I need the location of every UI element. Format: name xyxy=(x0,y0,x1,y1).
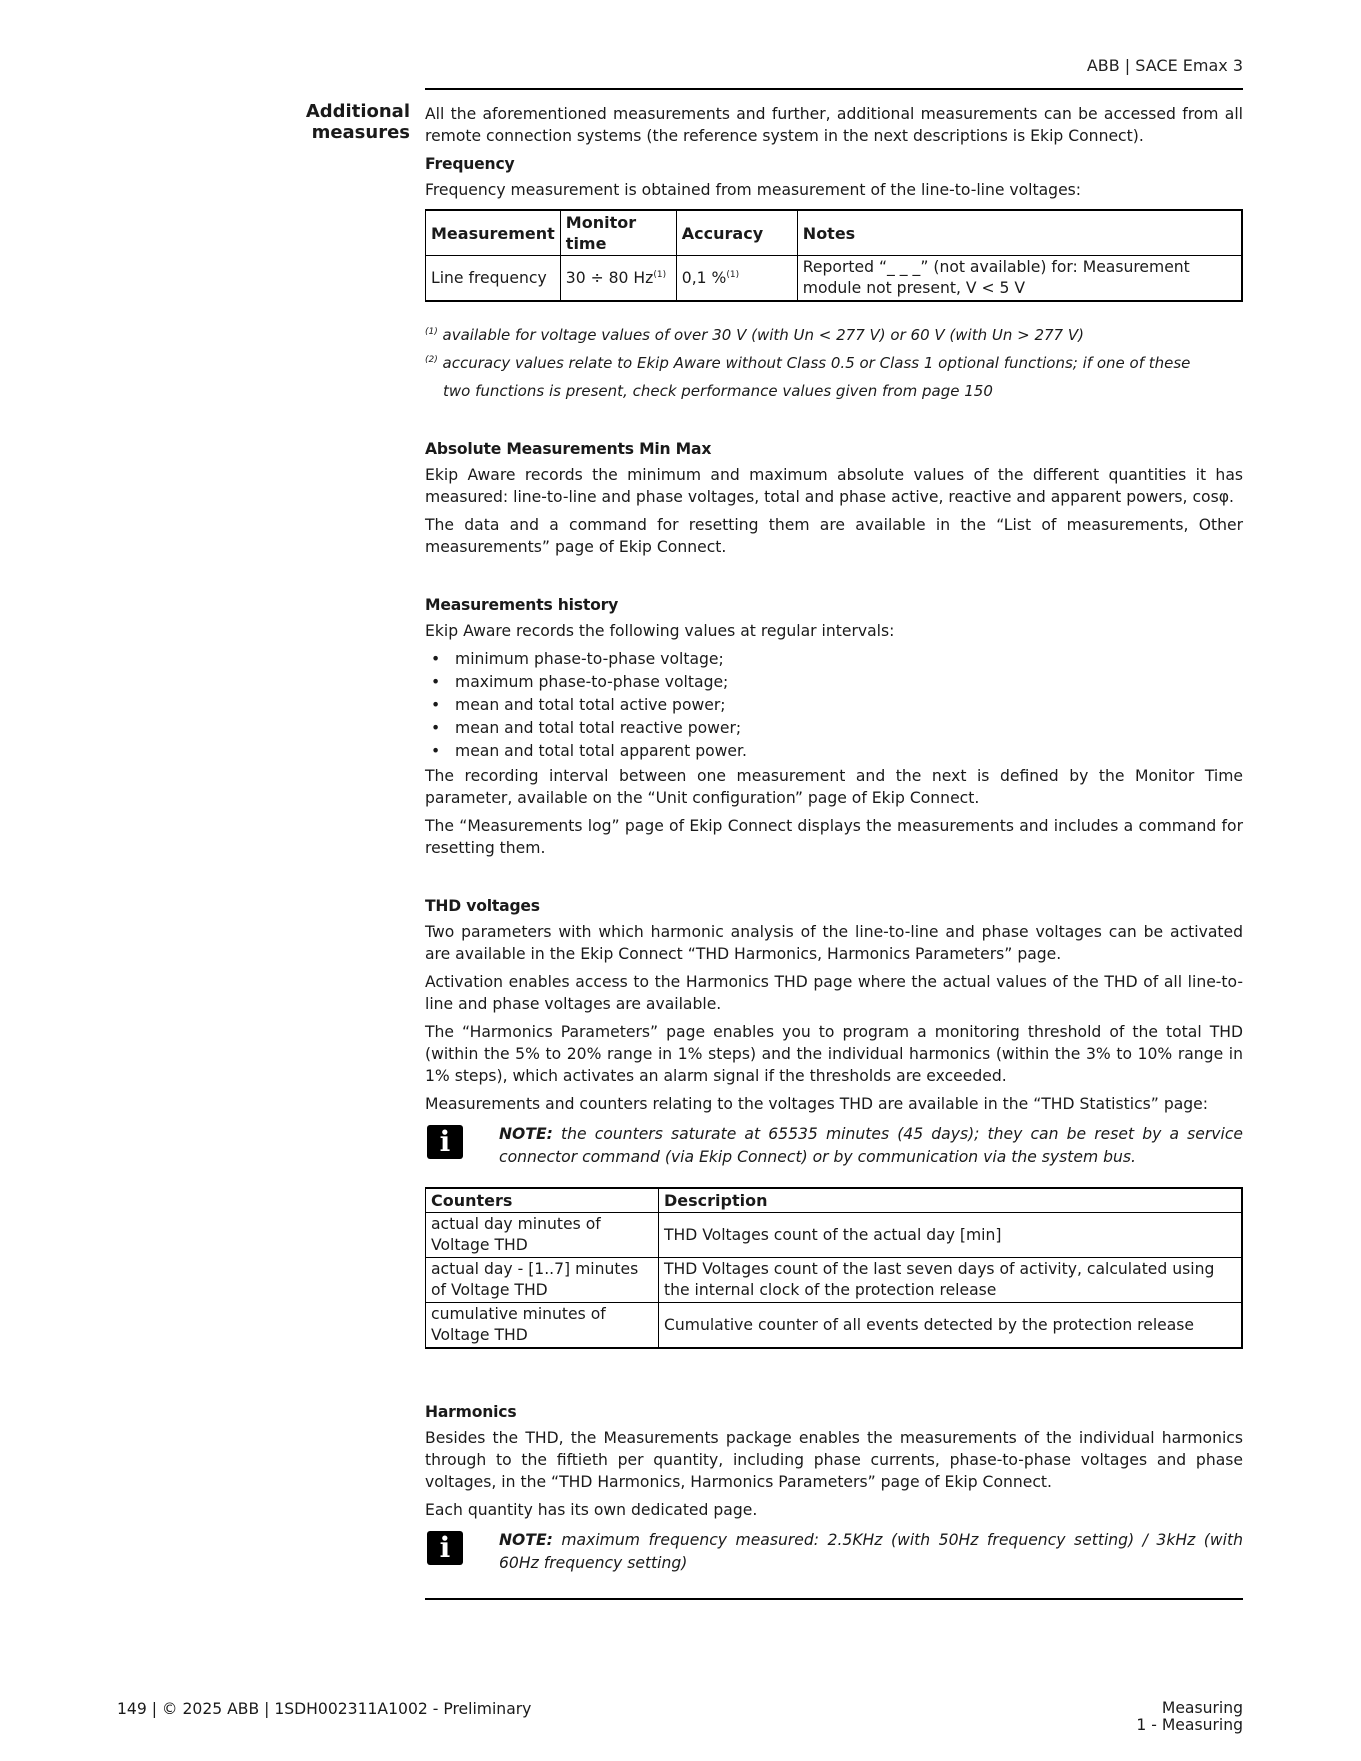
cell-counter: actual day - [1..7] minutes of Voltage THD xyxy=(426,1258,659,1303)
thd-counters-table xyxy=(425,1187,1243,1349)
table-header-row xyxy=(426,210,1243,256)
frequency-text: Frequency measurement is obtained from measurement of the line-to-line voltages: xyxy=(425,181,1082,199)
col-counters: Counters xyxy=(426,1188,659,1213)
thd-p1: Two parameters with which harmonic analysis of the line-to-line and phase voltages can be activated are available in the Ekip Connect “THD Harmonics, Harmonics Parameters” page. xyxy=(425,923,1243,963)
col-description: Description xyxy=(659,1188,1243,1213)
cell-monitor-time: 30 ÷ 80 Hz$^{(1)}$ xyxy=(560,256,676,302)
section-title: Additional measures xyxy=(305,101,410,143)
list-item: • mean and total total apparent power. xyxy=(431,742,747,760)
list-item: • maximum phase-to-phase voltage; xyxy=(431,673,729,691)
table-row xyxy=(426,1303,1243,1349)
info-icon: i xyxy=(427,1125,463,1159)
footer-subchapter: 1 - Measuring xyxy=(1136,1716,1243,1734)
history-list xyxy=(425,648,1243,763)
footer-section xyxy=(1136,1700,1243,1734)
thd-note xyxy=(425,1123,1243,1169)
absolute-heading: Absolute Measurements Min Max xyxy=(425,440,712,458)
note-text: NOTE: the counters saturate at 65535 minutes (45 days); they can be reset by a service connector command (via Ekip Connect) or by communication via the system bus. xyxy=(499,1125,1243,1166)
history-heading: Measurements history xyxy=(425,596,619,614)
list-item: • mean and total total reactive power; xyxy=(431,719,742,737)
table-row xyxy=(426,1258,1243,1303)
top-divider xyxy=(425,88,1243,90)
table-row xyxy=(426,256,1243,302)
thd-p2: Activation enables access to the Harmonics THD page where the actual values of the THD of all line-to-line and phase voltages are available. xyxy=(425,973,1243,1013)
footer-chapter: Measuring xyxy=(1161,1699,1243,1717)
harmonics-p1: Besides the THD, the Measurements package enables the measurements of the individual harmonics through to the fiftieth per quantity, including phase currents, phase-to-phase voltages and phase voltages, in the “THD Harmonics, Harmonics Parameters” page of Ekip Connect. xyxy=(425,1429,1243,1491)
list-item: • mean and total total active power; xyxy=(431,696,726,714)
harmonics-note xyxy=(425,1529,1243,1575)
info-icon: i xyxy=(427,1531,463,1565)
cell-description: Cumulative counter of all events detected by the protection release xyxy=(659,1303,1243,1349)
harmonics-p2: Each quantity has its own dedicated page. xyxy=(425,1501,758,1519)
cell-description: THD Voltages count of the actual day [min] xyxy=(659,1213,1243,1258)
footnote-2-cont: two functions is present, check performance values given from page 150 xyxy=(443,382,993,400)
history-p2: The recording interval between one measurement and the next is defined by the Monitor Time parameter, available on the “Unit configuration” page of Ekip Connect. xyxy=(425,767,1243,807)
col-notes: Notes xyxy=(797,210,1242,256)
history-p1: Ekip Aware records the following values at regular intervals: xyxy=(425,622,895,640)
main-content xyxy=(425,103,1243,1593)
absolute-p1: Ekip Aware records the minimum and maximum absolute values of the different quantities it has measured: line-to-line and phase voltages, total and phase active, reactive and apparent powers, cosφ. xyxy=(425,466,1243,506)
col-monitor-time: Monitor time xyxy=(560,210,676,256)
frequency-heading: Frequency xyxy=(425,155,515,173)
footer-page-info: 149 | © 2025 ABB | 1SDH002311A1002 - Preliminary xyxy=(117,1700,532,1718)
intro-paragraph: All the aforementioned measurements and further, additional measurements can be accessed from all remote connection systems (the reference system in the next descriptions is Ekip Connect). xyxy=(425,105,1243,145)
page-header-brand: ABB | SACE Emax 3 xyxy=(1086,56,1243,75)
col-accuracy: Accuracy xyxy=(676,210,797,256)
footnote-2: $^{(2)}$ accuracy values relate to Ekip Aware without Class 0.5 or Class 1 optional functions; if one of these xyxy=(425,354,1191,372)
footnote-1: $^{(1)}$ available for voltage values of over 30 V (with Un < 277 V) or 60 V (with Un > 277 V) xyxy=(425,326,1084,344)
absolute-p2: The data and a command for resetting them are available in the “List of measurements, Other measurements” page of Ekip Connect. xyxy=(425,516,1243,556)
cell-accuracy: 0,1 %$^{(1)}$ xyxy=(676,256,797,302)
table-row xyxy=(426,1213,1243,1258)
table-header-row xyxy=(426,1188,1243,1213)
thd-p3: The “Harmonics Parameters” page enables you to program a monitoring threshold of the total THD (within the 5% to 20% range in 1% steps) and the individual harmonics (within the 3% to 10% range in 1% steps), which activates an alarm signal if the thresholds are exceeded. xyxy=(425,1023,1243,1085)
col-measurement: Measurement xyxy=(426,210,561,256)
cell-description: THD Voltages count of the last seven days of activity, calculated using the internal clock of the protection release xyxy=(659,1258,1243,1303)
history-p3: The “Measurements log” page of Ekip Connect displays the measurements and includes a command for resetting them. xyxy=(425,817,1243,857)
frequency-table xyxy=(425,209,1243,302)
thd-p4: Measurements and counters relating to the voltages THD are available in the “THD Statistics” page: xyxy=(425,1095,1209,1113)
note-text: NOTE: maximum frequency measured: 2.5KHz (with 50Hz frequency setting) / 3kHz (with 60Hz frequency setting) xyxy=(499,1531,1243,1572)
cell-counter: actual day minutes of Voltage THD xyxy=(426,1213,659,1258)
harmonics-heading: Harmonics xyxy=(425,1403,517,1421)
list-item: • minimum phase-to-phase voltage; xyxy=(431,650,724,668)
cell-notes: Reported “_ _ _” (not available) for: Measurement module not present, V < 5 V xyxy=(797,256,1242,302)
cell-counter: cumulative minutes of Voltage THD xyxy=(426,1303,659,1349)
thd-heading: THD voltages xyxy=(425,897,540,915)
bottom-divider xyxy=(425,1598,1243,1600)
cell-measurement: Line frequency xyxy=(426,256,561,302)
